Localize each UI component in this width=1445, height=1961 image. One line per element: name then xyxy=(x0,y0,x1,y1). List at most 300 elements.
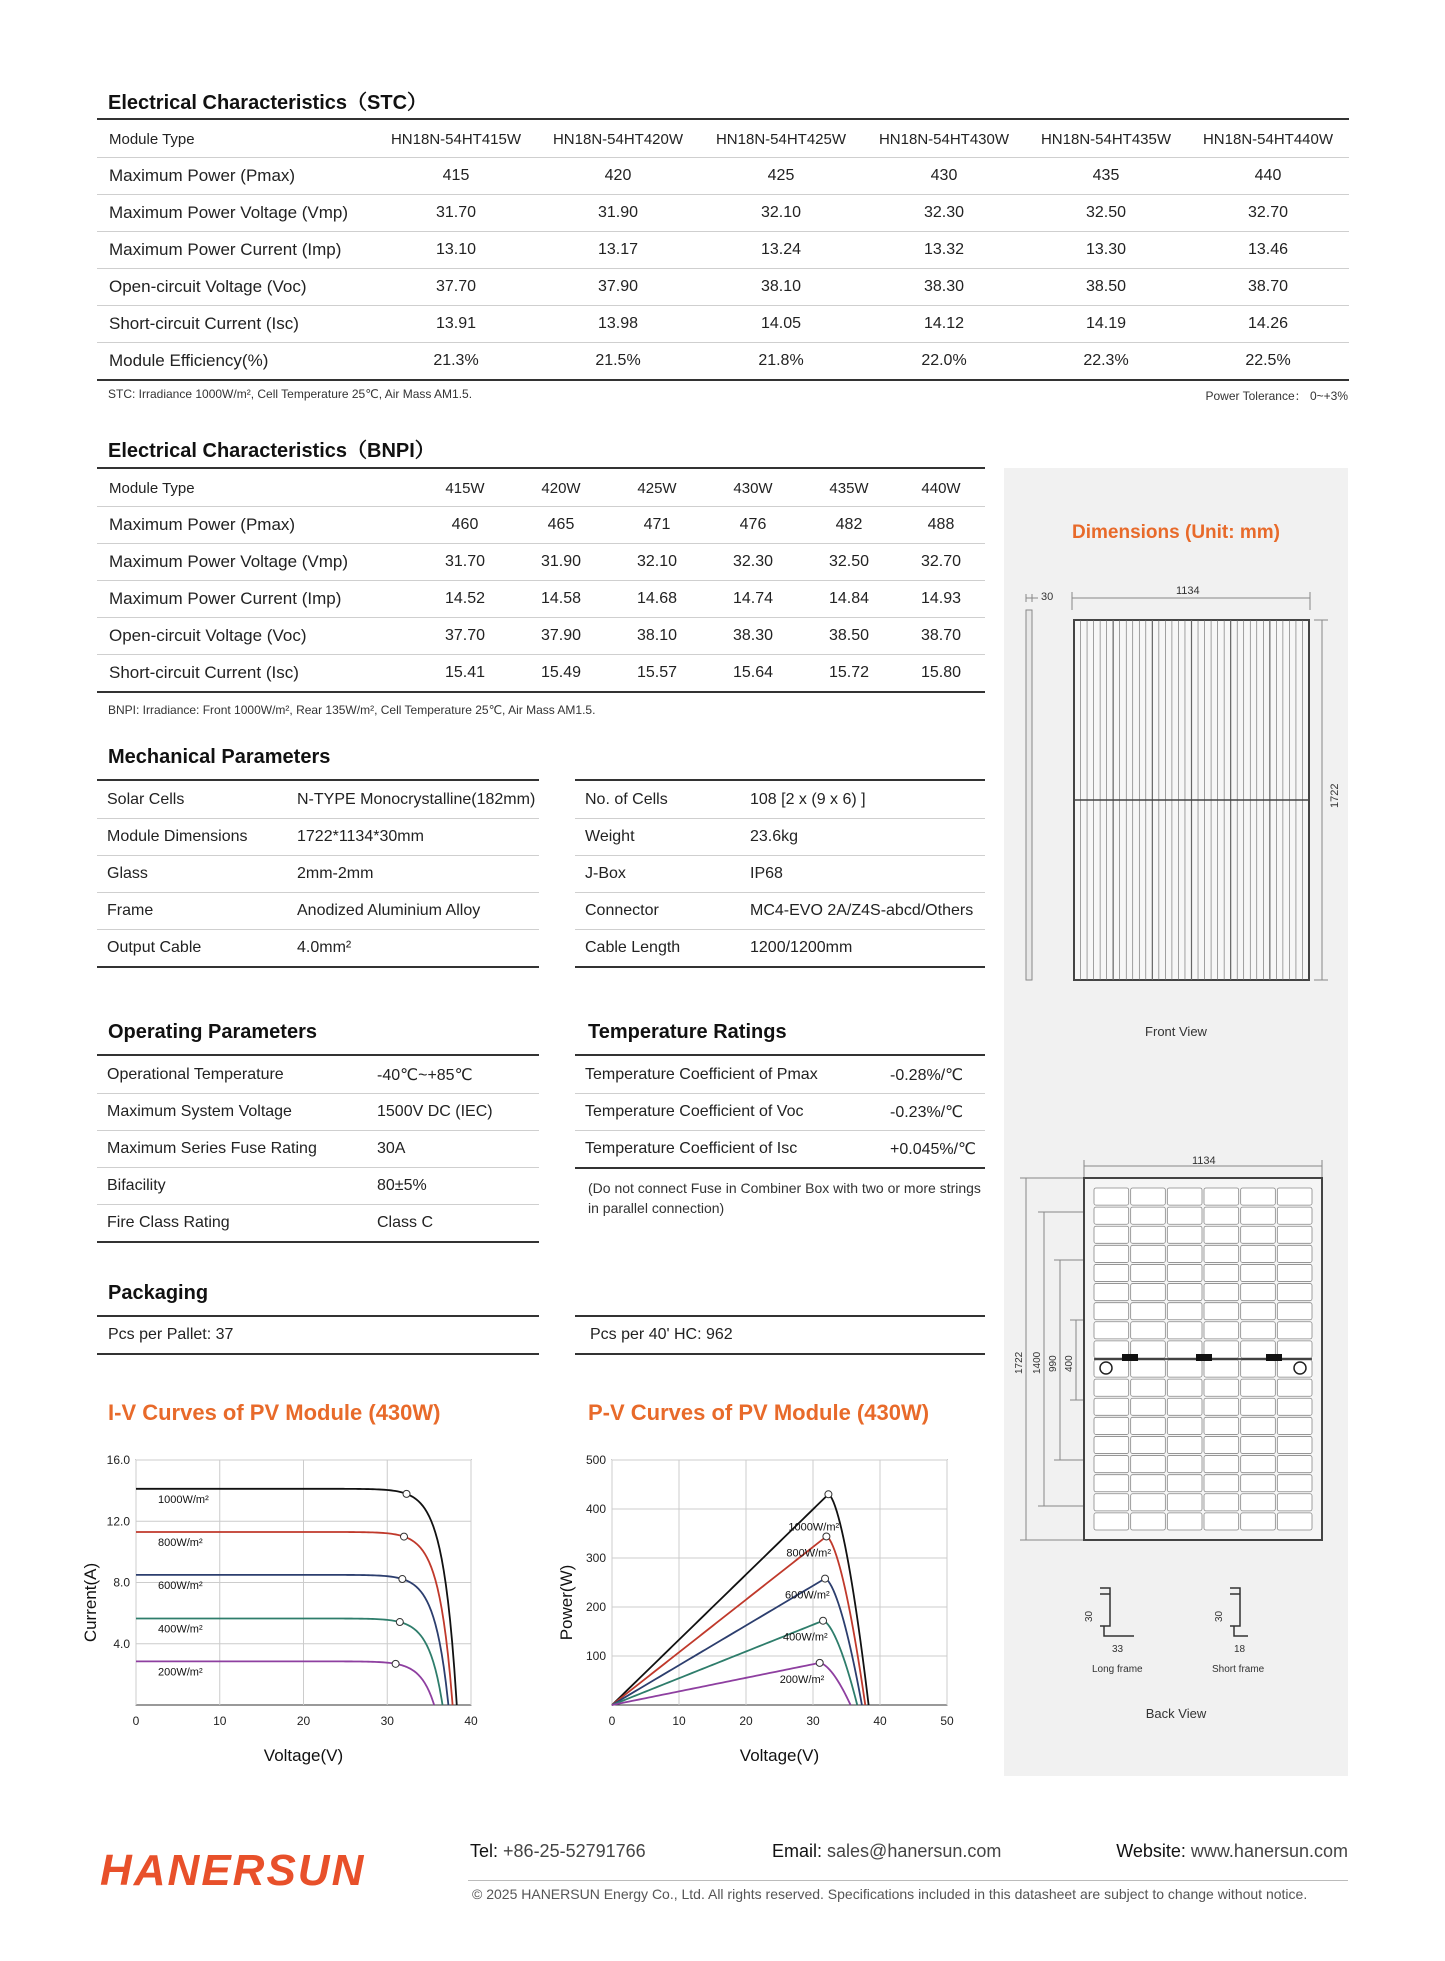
y-tick-label: 500 xyxy=(585,1453,606,1467)
cell-value: 22.3% xyxy=(1025,343,1187,381)
cell-value: 22.5% xyxy=(1187,343,1349,381)
param-label: Fire Class Rating xyxy=(97,1205,367,1243)
y-axis-label: Current(A) xyxy=(81,1562,100,1643)
solar-cell xyxy=(1277,1207,1312,1224)
table-row xyxy=(575,1131,985,1169)
cell-value: 21.3% xyxy=(375,343,537,381)
solar-cell xyxy=(1131,1284,1166,1301)
x-tick-label: 40 xyxy=(873,1714,887,1728)
solar-cell xyxy=(1167,1264,1202,1281)
power-tolerance: Power Tolerance： 0~+3% xyxy=(1205,389,1348,403)
solar-cell xyxy=(1131,1207,1166,1224)
param-label: Maximum System Voltage xyxy=(97,1094,367,1131)
table-row xyxy=(97,1057,539,1094)
cell-value: 21.5% xyxy=(537,343,699,381)
table-row xyxy=(97,782,539,819)
y-axis-label: Power(W) xyxy=(557,1564,576,1641)
param-label: Maximum Series Fuse Rating xyxy=(97,1131,367,1168)
cell-value: 13.17 xyxy=(537,232,699,269)
param-label: Output Cable xyxy=(97,930,287,968)
front-width-label: 1134 xyxy=(1176,585,1200,597)
cell-value: 13.30 xyxy=(1025,232,1187,269)
pcs-per-pallet: Pcs per Pallet: 37 xyxy=(108,1326,234,1343)
param-value: Class C xyxy=(367,1205,539,1243)
header-row xyxy=(97,121,1349,158)
param-value: N-TYPE Monocrystalline(182mm) xyxy=(287,782,539,819)
solar-cell xyxy=(1277,1475,1312,1492)
cell-value: 38.30 xyxy=(863,269,1025,306)
cell-value: 38.50 xyxy=(1025,269,1187,306)
cell-value: 38.10 xyxy=(609,618,705,655)
solar-cell xyxy=(1277,1341,1312,1358)
column-header: HN18N-54HT420W xyxy=(537,121,699,158)
solar-cell xyxy=(1131,1436,1166,1453)
table-row xyxy=(97,1094,539,1131)
param-label: Connector xyxy=(575,893,740,930)
front-thickness-label: 30 xyxy=(1041,591,1054,603)
cell-value: 15.72 xyxy=(801,655,897,693)
module-type-label: Module Type xyxy=(97,470,417,507)
solar-cell xyxy=(1094,1456,1129,1473)
table-row xyxy=(97,581,985,618)
param-value: MC4-EVO 2A/Z4S-abcd/Others xyxy=(740,893,985,930)
solar-cell xyxy=(1241,1207,1276,1224)
brand-logo: HANERSUN xyxy=(100,1846,366,1895)
series-label: 200W/m² xyxy=(779,1673,825,1686)
short-frame-height: 30 xyxy=(1214,1610,1225,1622)
solar-cell xyxy=(1241,1303,1276,1320)
param-label: Operational Temperature xyxy=(97,1057,367,1094)
cell-value: 31.70 xyxy=(375,195,537,232)
solar-cell xyxy=(1241,1513,1276,1530)
solar-cell xyxy=(1131,1245,1166,1262)
tel-value[interactable]: +86-25-52791766 xyxy=(503,1841,646,1861)
cell-value: 14.93 xyxy=(897,581,985,618)
solar-cell xyxy=(1167,1417,1202,1434)
solar-cell xyxy=(1204,1188,1239,1205)
stc-top-rule xyxy=(97,118,1349,120)
solar-cell xyxy=(1094,1303,1129,1320)
solar-cell xyxy=(1167,1456,1202,1473)
solar-cell xyxy=(1167,1303,1202,1320)
junction-box-left xyxy=(1122,1354,1138,1361)
solar-cell xyxy=(1241,1322,1276,1339)
cell-value: 460 xyxy=(417,507,513,544)
solar-cell xyxy=(1094,1264,1129,1281)
solar-cell xyxy=(1131,1360,1166,1377)
x-tick-label: 30 xyxy=(380,1714,394,1728)
mechanical-title: Mechanical Parameters xyxy=(108,746,331,768)
x-tick-label: 50 xyxy=(940,1714,954,1728)
table-row xyxy=(97,158,1349,195)
cell-value: 15.80 xyxy=(897,655,985,693)
series-label: 200W/m² xyxy=(158,1666,203,1679)
packaging-left-bottom-rule xyxy=(97,1353,539,1355)
solar-cell xyxy=(1277,1398,1312,1415)
solar-cell xyxy=(1277,1379,1312,1396)
solar-cell xyxy=(1167,1436,1202,1453)
cell-value: 13.91 xyxy=(375,306,537,343)
web-value[interactable]: www.hanersun.com xyxy=(1190,1841,1348,1861)
dimensions-title: Dimensions (Unit: mm) xyxy=(1072,522,1280,543)
solar-cell xyxy=(1241,1188,1276,1205)
temperature-rule xyxy=(575,1054,985,1056)
short-frame-profile xyxy=(1230,1588,1248,1636)
solar-cell xyxy=(1167,1513,1202,1530)
back-view-drawing xyxy=(1004,1150,1348,1730)
solar-cell xyxy=(1277,1226,1312,1243)
column-header: HN18N-54HT435W xyxy=(1025,121,1187,158)
solar-cell xyxy=(1094,1379,1129,1396)
solar-cell xyxy=(1131,1398,1166,1415)
solar-cell xyxy=(1131,1264,1166,1281)
cell-value: 14.58 xyxy=(513,581,609,618)
solar-cell xyxy=(1204,1245,1239,1262)
table-row xyxy=(97,819,539,856)
solar-cell xyxy=(1204,1322,1239,1339)
solar-cell xyxy=(1167,1207,1202,1224)
y-tick-label: 300 xyxy=(585,1551,606,1565)
param-value: 23.6kg xyxy=(740,819,985,856)
y-tick-label: 12.0 xyxy=(106,1514,130,1529)
cell-value: 32.70 xyxy=(1187,195,1349,232)
max-power-point xyxy=(816,1659,823,1666)
back-h3-label: 990 xyxy=(1048,1355,1059,1372)
solar-cell xyxy=(1094,1398,1129,1415)
table-row xyxy=(97,544,985,581)
param-label: Temperature Coefficient of Voc xyxy=(575,1094,880,1131)
max-power-point xyxy=(396,1619,403,1626)
solar-cell xyxy=(1241,1379,1276,1396)
max-power-point xyxy=(823,1533,830,1540)
table-row xyxy=(575,782,985,819)
temperature-note: (Do not connect Fuse in Combiner Box with two or more strings in parallel connection) xyxy=(588,1180,981,1216)
bnpi-title: Electrical Characteristics（BNPI） xyxy=(108,440,435,462)
solar-cell xyxy=(1277,1456,1312,1473)
operating-rule xyxy=(97,1054,539,1056)
param-value: 1500V DC (IEC) xyxy=(367,1094,539,1131)
param-value: IP68 xyxy=(740,856,985,893)
cell-value: 31.90 xyxy=(537,195,699,232)
cell-value: 31.90 xyxy=(513,544,609,581)
copyright: © 2025 HANERSUN Energy Co., Ltd. All rights reserved. Specifications included in this datasheet are subject to change without notice. xyxy=(472,1886,1308,1902)
solar-cell xyxy=(1204,1417,1239,1434)
solar-cell xyxy=(1241,1398,1276,1415)
solar-cell xyxy=(1094,1475,1129,1492)
operating-table xyxy=(97,1057,539,1243)
cell-value: 32.70 xyxy=(897,544,985,581)
cell-value: 440 xyxy=(1187,158,1349,195)
table-row xyxy=(97,232,1349,269)
bnpi-top-rule xyxy=(97,467,985,469)
solar-cell xyxy=(1241,1475,1276,1492)
y-tick-label: 400 xyxy=(585,1502,606,1516)
max-power-point xyxy=(403,1490,410,1497)
solar-cell xyxy=(1167,1226,1202,1243)
cell-value: 435 xyxy=(1025,158,1187,195)
table-row xyxy=(575,856,985,893)
solar-cell xyxy=(1277,1494,1312,1511)
junction-box-center xyxy=(1196,1354,1212,1361)
max-power-point xyxy=(822,1575,829,1582)
param-value: -0.28%/℃ xyxy=(880,1057,985,1094)
param-value: 4.0mm² xyxy=(287,930,539,968)
solar-cell xyxy=(1277,1284,1312,1301)
solar-cell xyxy=(1277,1245,1312,1262)
solar-cell xyxy=(1277,1322,1312,1339)
solar-cell xyxy=(1094,1436,1129,1453)
param-label: Frame xyxy=(97,893,287,930)
solar-cell xyxy=(1277,1417,1312,1434)
cell-value: 415 xyxy=(375,158,537,195)
column-header: 435W xyxy=(801,470,897,507)
cell-value: 31.70 xyxy=(417,544,513,581)
footer-divider xyxy=(468,1880,1348,1881)
pv-chart-title: P-V Curves of PV Module (430W) xyxy=(588,1400,930,1425)
solar-cell xyxy=(1094,1513,1129,1530)
param-label: J-Box xyxy=(575,856,740,893)
cell-value: 13.24 xyxy=(699,232,863,269)
x-tick-label: 10 xyxy=(672,1714,686,1728)
solar-cell xyxy=(1094,1322,1129,1339)
cell-value: 37.70 xyxy=(417,618,513,655)
param-label: Weight xyxy=(575,819,740,856)
plot-area xyxy=(612,1460,947,1705)
table-row xyxy=(97,1168,539,1205)
footer-email xyxy=(772,1841,1001,1862)
solar-cell xyxy=(1241,1494,1276,1511)
solar-cell xyxy=(1094,1207,1129,1224)
cell-value: 37.70 xyxy=(375,269,537,306)
stc-title: Electrical Characteristics（STC） xyxy=(108,92,428,114)
solar-cell xyxy=(1277,1513,1312,1530)
column-header: 430W xyxy=(705,470,801,507)
cell-value: 13.98 xyxy=(537,306,699,343)
solar-cell xyxy=(1167,1322,1202,1339)
cell-value: 14.74 xyxy=(705,581,801,618)
solar-cell xyxy=(1241,1226,1276,1243)
footer-tel xyxy=(470,1841,646,1862)
cell-value: 38.30 xyxy=(705,618,801,655)
mechanical-right-rule xyxy=(575,779,985,781)
x-tick-label: 20 xyxy=(296,1714,311,1728)
row-label: Maximum Power (Pmax) xyxy=(97,158,375,195)
cell-value: 14.52 xyxy=(417,581,513,618)
solar-cell xyxy=(1204,1379,1239,1396)
back-width-label: 1134 xyxy=(1192,1155,1216,1167)
series-label: 1000W/m² xyxy=(158,1493,209,1506)
row-label: Open-circuit Voltage (Voc) xyxy=(97,618,417,655)
param-value: 80±5% xyxy=(367,1168,539,1205)
cell-value: 15.41 xyxy=(417,655,513,693)
mechanical-left-table xyxy=(97,782,539,968)
cell-value: 482 xyxy=(801,507,897,544)
solar-cell xyxy=(1131,1303,1166,1320)
solar-cell xyxy=(1277,1436,1312,1453)
series-label: 600W/m² xyxy=(158,1579,203,1592)
cell-value: 38.70 xyxy=(1187,269,1349,306)
cell-value: 15.57 xyxy=(609,655,705,693)
solar-cell xyxy=(1241,1245,1276,1262)
cell-value: 38.50 xyxy=(801,618,897,655)
solar-cell xyxy=(1167,1188,1202,1205)
series-label: 400W/m² xyxy=(158,1623,203,1636)
solar-cell xyxy=(1094,1494,1129,1511)
long-frame-profile xyxy=(1100,1588,1134,1636)
x-axis-label: Voltage(V) xyxy=(739,1746,820,1765)
cell-value: 14.12 xyxy=(863,306,1025,343)
table-row xyxy=(97,507,985,544)
param-value: Anodized Aluminium Alloy xyxy=(287,893,539,930)
y-tick-label: 16.0 xyxy=(106,1453,130,1467)
cell-value: 32.50 xyxy=(1025,195,1187,232)
table-row xyxy=(97,618,985,655)
table-row xyxy=(575,819,985,856)
cell-value: 488 xyxy=(897,507,985,544)
param-label: Bifacility xyxy=(97,1168,367,1205)
solar-cell xyxy=(1241,1417,1276,1434)
row-label: Maximum Power (Pmax) xyxy=(97,507,417,544)
cell-value: 32.30 xyxy=(705,544,801,581)
table-row xyxy=(97,195,1349,232)
cell-value: 476 xyxy=(705,507,801,544)
cell-value: 14.05 xyxy=(699,306,863,343)
table-row xyxy=(575,893,985,930)
column-header: HN18N-54HT415W xyxy=(375,121,537,158)
cell-value: 14.19 xyxy=(1025,306,1187,343)
row-label: Maximum Power Voltage (Vmp) xyxy=(97,544,417,581)
max-power-point xyxy=(401,1533,408,1540)
mechanical-right-table xyxy=(575,782,985,968)
packaging-right-rule xyxy=(575,1315,985,1317)
solar-cell xyxy=(1204,1264,1239,1281)
max-power-point xyxy=(399,1576,406,1583)
module-type-label: Module Type xyxy=(97,121,375,158)
solar-cell xyxy=(1277,1264,1312,1281)
cell-value: 420 xyxy=(537,158,699,195)
cell-value: 15.64 xyxy=(705,655,801,693)
solar-cell xyxy=(1094,1417,1129,1434)
solar-cell xyxy=(1167,1360,1202,1377)
footer-website xyxy=(1116,1841,1348,1862)
solar-cell xyxy=(1241,1436,1276,1453)
solar-cell xyxy=(1241,1456,1276,1473)
series-label: 400W/m² xyxy=(783,1631,828,1644)
front-view-drawing xyxy=(1004,580,1348,1000)
param-value: -0.23%/℃ xyxy=(880,1094,985,1131)
param-value: 1722*1134*30mm xyxy=(287,819,539,856)
param-value: 1200/1200mm xyxy=(740,930,985,968)
row-label: Maximum Power Current (Imp) xyxy=(97,581,417,618)
row-label: Module Efficiency(%) xyxy=(97,343,375,381)
solar-cell xyxy=(1167,1494,1202,1511)
junction-box-right xyxy=(1266,1354,1282,1361)
long-frame-width: 33 xyxy=(1112,1644,1124,1655)
table-row xyxy=(97,343,1349,381)
cell-value: 15.49 xyxy=(513,655,609,693)
cell-value: 32.30 xyxy=(863,195,1025,232)
param-value: -40℃~+85℃ xyxy=(367,1057,539,1094)
cell-value: 13.32 xyxy=(863,232,1025,269)
table-row xyxy=(97,856,539,893)
param-value: 108 [2 x (9 x 6) ] xyxy=(740,782,985,819)
solar-cell xyxy=(1204,1513,1239,1530)
table-row xyxy=(97,1205,539,1243)
cell-value: 32.10 xyxy=(699,195,863,232)
table-row xyxy=(97,655,985,693)
bnpi-table xyxy=(97,470,985,693)
cell-value: 471 xyxy=(609,507,705,544)
stc-table xyxy=(97,121,1349,381)
series-label: 800W/m² xyxy=(158,1536,203,1549)
x-axis-label: Voltage(V) xyxy=(263,1746,344,1765)
table-row xyxy=(97,306,1349,343)
short-frame-caption: Short frame xyxy=(1212,1664,1265,1675)
cell-value: 32.10 xyxy=(609,544,705,581)
short-frame-width: 18 xyxy=(1234,1644,1246,1655)
cell-value: 14.68 xyxy=(609,581,705,618)
param-label: No. of Cells xyxy=(575,782,740,819)
cell-value: 465 xyxy=(513,507,609,544)
solar-cell xyxy=(1204,1494,1239,1511)
cell-value: 14.84 xyxy=(801,581,897,618)
column-header: HN18N-54HT430W xyxy=(863,121,1025,158)
front-height-label: 1722 xyxy=(1329,783,1341,808)
packaging-title: Packaging xyxy=(108,1282,209,1304)
column-header: 425W xyxy=(609,470,705,507)
stc-note: STC: Irradiance 1000W/m², Cell Temperature 25℃, Air Mass AM1.5. xyxy=(108,387,473,401)
series-label: 600W/m² xyxy=(785,1589,830,1602)
front-view-caption: Front View xyxy=(1145,1024,1207,1039)
email-value[interactable]: sales@hanersun.com xyxy=(827,1841,1002,1861)
max-power-point xyxy=(825,1491,832,1498)
cell-value: 13.46 xyxy=(1187,232,1349,269)
cell-value: 14.26 xyxy=(1187,306,1349,343)
table-row xyxy=(97,269,1349,306)
solar-cell xyxy=(1277,1303,1312,1320)
cell-value: 21.8% xyxy=(699,343,863,381)
solar-cell xyxy=(1131,1322,1166,1339)
column-header: HN18N-54HT425W xyxy=(699,121,863,158)
y-tick-label: 200 xyxy=(585,1600,606,1614)
solar-cell xyxy=(1241,1360,1276,1377)
row-label: Short-circuit Current (Isc) xyxy=(97,655,417,693)
param-label: Module Dimensions xyxy=(97,819,287,856)
x-tick-label: 10 xyxy=(213,1714,227,1728)
solar-cell xyxy=(1131,1494,1166,1511)
x-tick-label: 30 xyxy=(806,1714,820,1728)
y-tick-label: 8.0 xyxy=(113,1575,130,1590)
solar-cell xyxy=(1277,1188,1312,1205)
long-frame-height: 30 xyxy=(1084,1610,1095,1622)
x-tick-label: 0 xyxy=(608,1714,616,1728)
series-label: 1000W/m² xyxy=(788,1521,840,1534)
param-value: +0.045%/℃ xyxy=(880,1131,985,1169)
solar-cell xyxy=(1204,1398,1239,1415)
solar-cell xyxy=(1204,1303,1239,1320)
row-label: Short-circuit Current (Isc) xyxy=(97,306,375,343)
solar-cell xyxy=(1167,1284,1202,1301)
param-label: Temperature Coefficient of Isc xyxy=(575,1131,880,1169)
param-value: 2mm-2mm xyxy=(287,856,539,893)
table-row xyxy=(97,893,539,930)
solar-cell xyxy=(1131,1513,1166,1530)
solar-cell xyxy=(1167,1245,1202,1262)
solar-cell xyxy=(1241,1264,1276,1281)
table-row xyxy=(97,930,539,968)
tel-label: Tel: xyxy=(470,1841,499,1861)
temperature-table xyxy=(575,1057,985,1169)
